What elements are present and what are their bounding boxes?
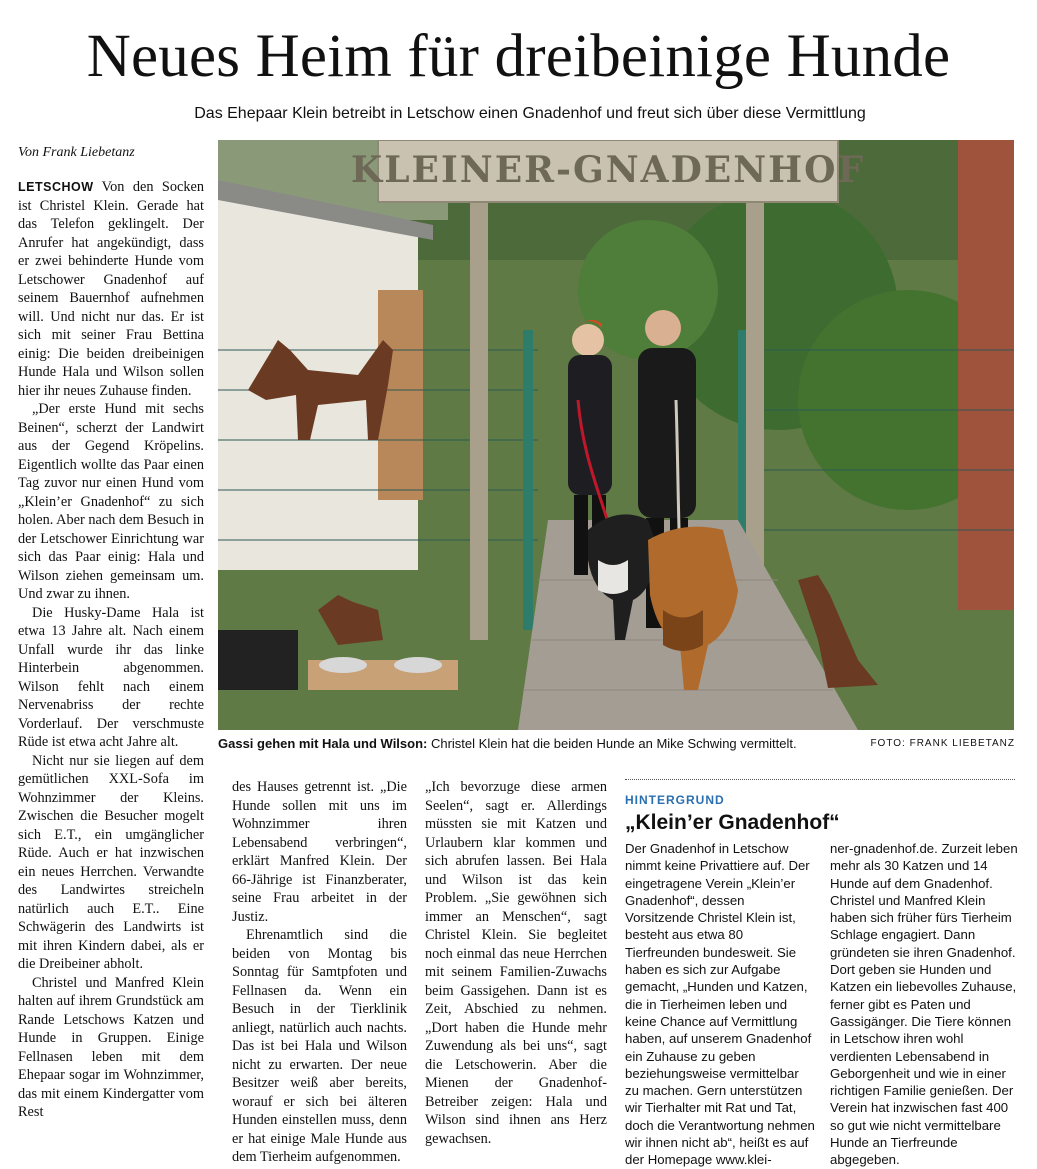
article-column-3 — [425, 778, 607, 1148]
photo-credit: FOTO: FRANK LIEBETANZ — [870, 738, 1015, 749]
caption-text: Christel Klein hat die beiden Hunde an Mike Schwing vermittelt. — [427, 736, 797, 751]
photo-caption — [218, 735, 818, 752]
photo-illustration — [218, 140, 1014, 730]
article-column-1 — [18, 178, 204, 1122]
subheadline: Das Ehepaar Klein betreibt in Letschow einen Gnadenhof und freut sich über diese Vermittlung — [194, 105, 866, 122]
paragraph: „Ich bevorzuge diese armen Seelen“, sagt er. Allerdings müssten sie mit Katzen und Urlaubern klar kommen und sich abrufen lassen. Bei Hala und Wilson ist das kein Problem. „Sie gewöhnen sich immer an Menschen“, sagt Christel Klein. Sie begleitet noch einmal das neue Herrchen mit seinem Familien-Zuwachs beim Gassigehen. Dann ist es Zeit, Abschied zu nehmen. „Dort haben die Hunde mehr Zuwendung als bei uns“, sagt die Letschowerin. Aber die Mienen der Gnadenhof-Betreiber zeigen: Hala und Wilson sind ihnen ans Herz gewachsen. — [425, 779, 607, 1147]
infobox-divider — [625, 779, 1015, 780]
paragraph: Christel und Manfred Klein halten auf ihrem Grundstück am Rande Letschows Katzen und Hunde in Gruppen. Einige Fellnasen leben mit dem Ehepaar sogar im Wohnzimmer, das mit einem Kindergatter vom Rest — [18, 974, 204, 1120]
headline: Neues Heim für dreibeinige Hunde — [86, 23, 951, 90]
infobox-kicker: HINTERGRUND — [625, 793, 725, 807]
paragraph: Ehrenamtlich sind die beiden von Montag bis Sonntag für Samtpfoten und Fellnasen da. Wenn ein Besuch in der Tierklinik anliegt, natürlich auch nachts. Das ist bei Hala und Wilson nicht zu erwarten. Der neue Besitzer weiß aber bereits, worauf er sich bei älteren Hunden einstellen muss, denn er hat einige Male Hunde aus dem Tierheim aufgenommen. — [232, 927, 407, 1165]
paragraph: Nicht nur sie liegen auf dem gemütlichen XXL-Sofa im Wohnzimmer der Kleins. Zwischen die Besucher mogelt sich E.T., ein umgänglicher Rüde. Auch er hat inzwischen ein neues Herrchen. Verwandte des Landwirtes streicheln natürlich auch E.T.. Eine Schwägerin des Landwirts ist mit ihren Kindern dabei, als er die Dreibeiner abholt. — [18, 752, 204, 972]
lead-text: Von den Socken ist Christel Klein. Gerade hat das Telefon geklingelt. Der Anrufer hat angekündigt, dass er zwei behinderte Hunde vom Letschower Gnadenhof auf seinem Bauernhof aufnehmen will. Und nicht nur das. Er ist sich mit seiner Frau Bettina einig: Die beiden dreibeinigen Hunde Hala und Wilson sollen hier ihr neues Zuhause finden. — [18, 179, 204, 399]
dateline: LETSCHOW — [18, 180, 94, 194]
article-photo — [218, 140, 1014, 730]
paragraph: des Hauses getrennt ist. „Die Hunde sollen mit uns im Wohnzimmer ihren Lebensabend verbringen“, erklärt Manfred Klein. Der 66-Jährige ist Finanzberater, seine Frau arbeitet in der Justiz. — [232, 779, 407, 925]
svg-text:KLEINER-GNADENHOF: KLEINER-GNADENHOF — [350, 149, 866, 191]
caption-lead: Gassi gehen mit Hala und Wilson: — [218, 736, 428, 751]
infobox-title: „Klein’er Gnadenhof“ — [625, 811, 840, 834]
article-column-2 — [232, 778, 407, 1167]
infobox-column-1: Der Gnadenhof in Letschow nimmt keine Privattiere auf. Der eingetragene Verein „Klein’er Gnadenhof“, dessen Vorsitzende Christel Klein ist, besteht aus etwa 80 Tierfreunden bundesweit. Sie haben es sich zur Aufgabe gemacht, „Hunden und Katzen, die in Tierheimen leben und keine Chance auf Vermittlung haben, auf unserem Gnadenhof ein Zuhause zu geben beziehungsweise vermittelbar zu machen. Gern unterstützen wir Tierhalter mit Rat und Tat, doch die Verantwortung nehmen wir ihnen nicht ab“, heißt es auf der Homepage www.klei- — [625, 841, 815, 1168]
byline: Von Frank Liebetanz — [18, 145, 135, 160]
infobox-column-2: ner-gnadenhof.de. Zurzeit leben mehr als 30 Katzen und 14 Hunde auf dem Gnadenhof. Christel und Manfred Klein haben sich früher fürs Tierheim Schlage engagiert. Dann gründeten sie ihren Gnadenhof. Dort geben sie Hunden und Katzen ein liebevolles Zuhause, ferner gibt es Paten und Gassigänger. Die Tiere können in Letschow ihren wohl verdienten Lebensabend in Geborgenheit und wie in einer richtigen Familie genießen. Der Verein hat inzwischen fast 400 so gut wie nicht vermittelbare Hunde an Tierfreunde abgegeben. — [830, 841, 1018, 1168]
paragraph: „Der erste Hund mit sechs Beinen“, scherzt der Landwirt aus der Gegend Kröpelins. Eigentlich wollte das Paar einen Tag zuvor nur einen Hund vom „Klein’er Gnadenhof“ zu sich holen. Aber nach dem Besuch in der Letschower Einrichtung war sich das Paar einig: Hala und Wilson ziehen gemeinsam um. Und zwar zu ihnen. — [18, 401, 204, 602]
paragraph: Die Husky-Dame Hala ist etwa 13 Jahre alt. Nach einem Unfall wurde ihr das linke Hinterbein abgenommen. Wilson fehlt nach einem Nervenabriss der rechte Vorderlauf. Der verschmuste Rüde ist etwa acht Jahre alt. — [18, 604, 204, 750]
lead-paragraph — [18, 178, 204, 400]
